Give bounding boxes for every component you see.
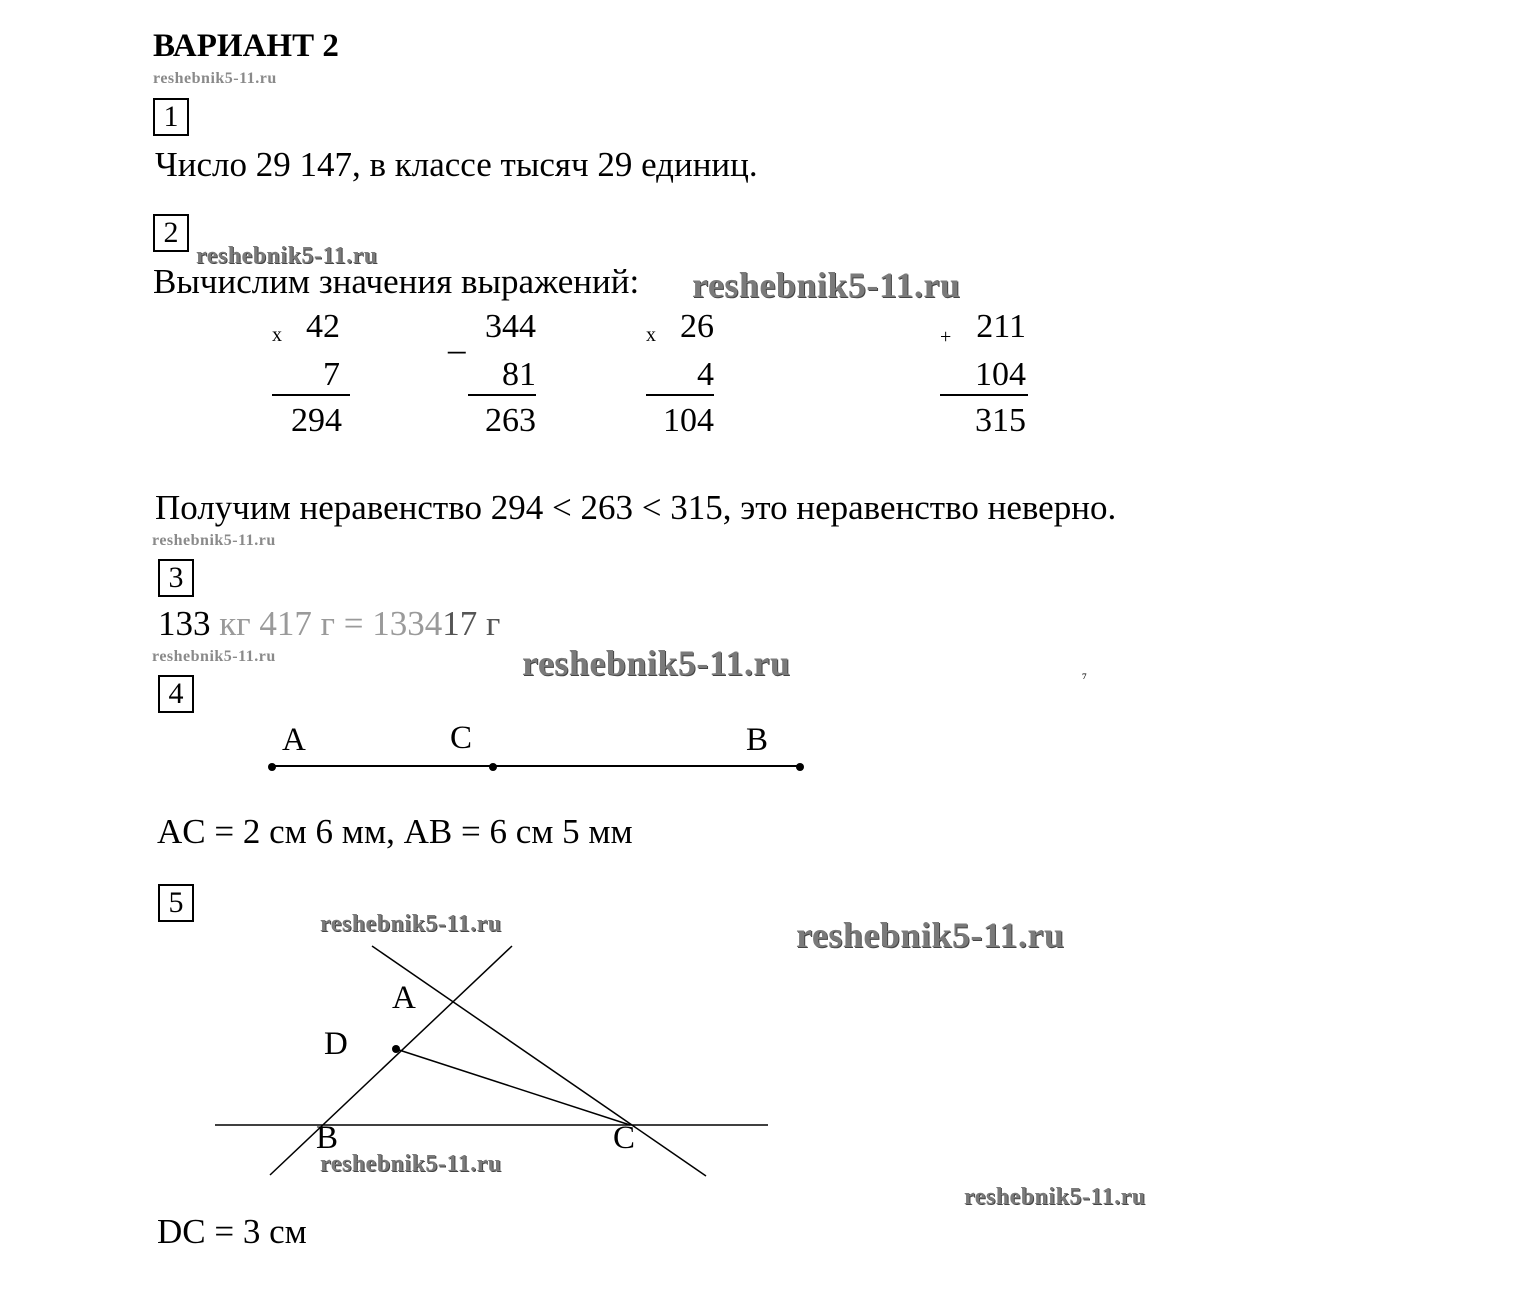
label-c: C [613, 1120, 636, 1156]
label-a: A [392, 980, 416, 1016]
point-c [489, 763, 497, 771]
column1-result: 294 [291, 402, 342, 439]
line-ac [372, 946, 706, 1176]
multiply-sign: x [646, 324, 656, 346]
point-a [268, 763, 276, 771]
column4-bottom: 104 [975, 356, 1026, 393]
task3-part: кг 417 г [219, 604, 335, 643]
task-number-5: 5 [158, 884, 194, 922]
point-d [392, 1045, 400, 1053]
task5-answer: DC = 3 см [157, 1212, 307, 1251]
column1-bottom: 7 [323, 356, 340, 393]
label-a: A [282, 722, 306, 758]
line-ba [270, 946, 512, 1175]
watermark: reshebnik5-11.ru [196, 243, 378, 269]
task-number-3: 3 [158, 559, 194, 597]
column3-result: 104 [663, 402, 714, 439]
column3-top: 26 [680, 308, 714, 345]
watermark: reshebnik5-11.ru [152, 532, 276, 549]
label-c: C [450, 720, 473, 756]
column4-result: 315 [975, 402, 1026, 439]
label-b: B [746, 722, 769, 758]
column4-top: 211 [976, 308, 1026, 345]
task3-part: = [343, 604, 364, 643]
task1-text: Число 29 147, в классе тысяч 29 единиц. [155, 145, 758, 184]
task2-conclusion: Получим неравенство 294 < 263 < 315, это неравенство неверно. [155, 488, 1117, 527]
multiply-sign: x [272, 324, 282, 346]
watermark: reshebnik5-11.ru [152, 648, 276, 665]
column3-bottom: 4 [697, 356, 714, 393]
task-number-4: 4 [158, 675, 194, 713]
task-number-1: 1 [153, 98, 189, 136]
task3-part: 133 [158, 604, 211, 643]
point-b [796, 763, 804, 771]
label-b: B [316, 1120, 339, 1156]
watermark: reshebnik5-11.ru [692, 265, 961, 305]
watermark: reshebnik5-11.ru [153, 70, 277, 87]
plus-sign: + [940, 326, 952, 348]
task4-answer: AC = 2 см 6 мм, AB = 6 см 5 мм [157, 812, 633, 851]
stray-mark: ⁷ [1082, 672, 1087, 687]
watermark: reshebnik5-11.ru [320, 911, 502, 937]
column2-top: 344 [485, 308, 536, 345]
task-number-2: 2 [153, 214, 189, 252]
watermark: reshebnik5-11.ru [964, 1184, 1146, 1210]
segment-dc [396, 1049, 630, 1125]
watermark: reshebnik5-11.ru [796, 915, 1065, 955]
task2-intro: Вычислим значения выражений: [153, 262, 640, 301]
label-d: D [324, 1026, 348, 1062]
task3-part: 17 г [442, 604, 501, 643]
task3-part: 1334 [372, 604, 443, 643]
page-title: ВАРИАНТ 2 [153, 28, 339, 64]
watermark: reshebnik5-11.ru [522, 643, 791, 683]
column2-result: 263 [485, 402, 536, 439]
column1-top: 42 [306, 308, 340, 345]
minus-sign: _ [448, 318, 466, 357]
column2-bottom: 81 [502, 356, 536, 393]
watermark: reshebnik5-11.ru [320, 1151, 502, 1177]
